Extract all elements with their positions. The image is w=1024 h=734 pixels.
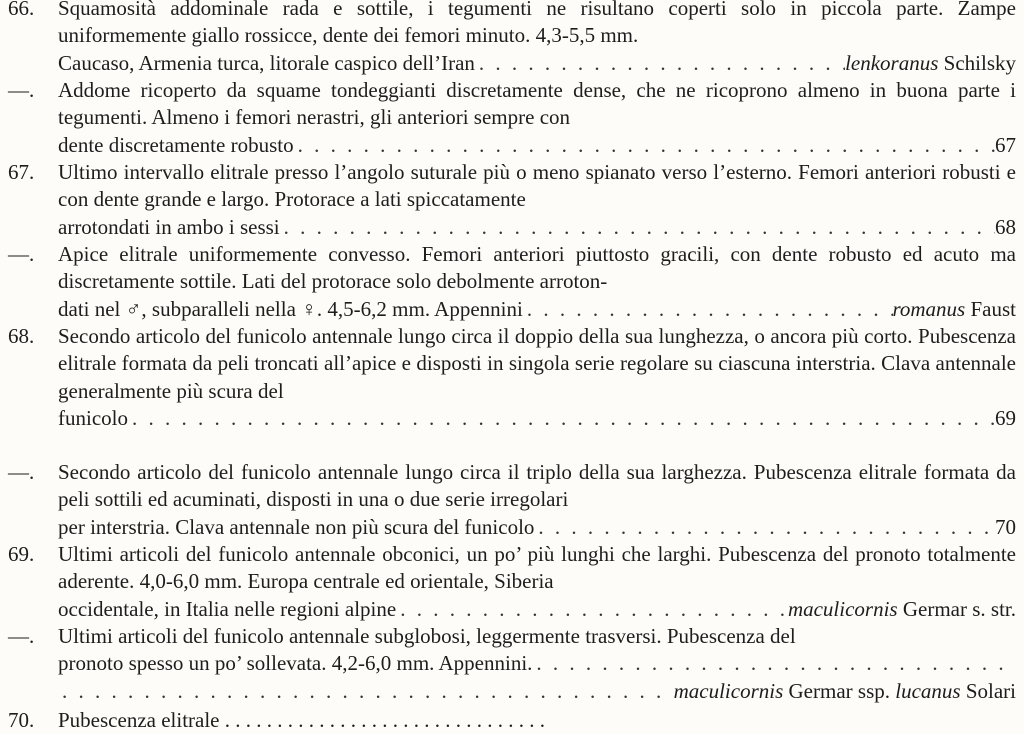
- taxon-name: [674, 678, 1016, 705]
- entry-tail: [58, 650, 1016, 677]
- subspecies-name: lucanus: [895, 678, 961, 703]
- entry-body: [58, 0, 1016, 77]
- author-name: Solari: [965, 678, 1016, 703]
- entry-tail: [58, 50, 1016, 77]
- entry-body: [58, 159, 1016, 241]
- entry-tail: [58, 214, 1016, 241]
- author-name: Germar ssp.: [788, 678, 890, 703]
- tail-text: Caucaso, Armenia turca, litorale caspico dell’Iran: [58, 50, 475, 75]
- leader-dots: [532, 650, 1016, 677]
- taxon-name: [893, 296, 1017, 323]
- species-name: lenkoranus: [845, 50, 939, 75]
- entry-text: Ultimi articoli del funicolo antennale subglobosi, leggermente trasversi. Pubescenza del: [58, 624, 796, 648]
- entry-text: Ultimi articoli del funicolo antennale obconici, un po’ più lunghi che larghi. Pubescenza del pronoto totalmente aderente. 4,0-6,0 mm. Europa centrale ed orientale, Siberia: [58, 542, 1016, 594]
- entry-body: [58, 623, 1016, 705]
- entry-body: [58, 541, 1016, 623]
- entry-text: Ultimo intervallo elitrale presso l’angolo suturale più o meno spianato verso l’esterno. Femori anteriori robusti e con dente grande e largo. Protorace a lati spiccatamente: [58, 160, 1016, 212]
- leader-dots: [475, 50, 845, 77]
- leader-dots: [280, 214, 995, 241]
- cutoff-text: Pubescenza elitrale . . . . . . . . . . . . . . . . . . . . . . . . . . . . . . .: [58, 708, 545, 732]
- entry-body: [58, 323, 1016, 432]
- cutoff-line: [8, 707, 545, 734]
- entry-tail: [58, 514, 1016, 541]
- entry-text: Addome ricoperto da squame tondeggianti discretamente dense, che ne ricoprono almeno in buona parte i tegumenti. Almeno i femori nerastri, gli anteriori sempre con: [58, 78, 1016, 130]
- entry-tail-2: [58, 678, 1016, 705]
- entry-text: Apice elitrale uniformemente convesso. Femori anteriori piuttosto gracili, con dente robusto ed acuto ma discretamente sottile. Lati del protorace solo debolmente arroton-: [58, 242, 1016, 294]
- author-name: Faust: [970, 296, 1016, 321]
- couplet-reference: 69: [995, 405, 1016, 430]
- entry-number: —.: [8, 460, 35, 484]
- tail-text: arrotondati in ambo i sessi: [58, 214, 280, 239]
- species-name: maculicornis: [787, 596, 898, 621]
- entry-tail: [58, 132, 1016, 159]
- couplet-reference: 68: [995, 214, 1016, 239]
- tail-text: funicolo: [58, 405, 128, 430]
- entry-text: Squamosità addominale rada e sottile, i tegumenti ne risultano coperti solo in piccola parte. Zampe uniformemente giallo rossicce, dente dei femori minuto. 4,3-5,5 mm.: [58, 0, 1016, 48]
- author-name: Germar s. str.: [902, 596, 1016, 621]
- taxon-name: [845, 50, 1016, 77]
- leader-dots: [128, 405, 995, 432]
- entry-body: [58, 459, 1016, 541]
- couplet-reference: 67: [995, 132, 1016, 157]
- taxon-name: [788, 596, 1016, 623]
- species-name: maculicornis: [673, 678, 784, 703]
- leader-dots: [294, 132, 995, 159]
- tail-text: per interstria. Clava antennale non più scura del funicolo: [58, 514, 535, 539]
- entry-number: —.: [8, 624, 35, 648]
- tail-text: dente discretamente robusto: [58, 132, 294, 157]
- entry-number: 70.: [8, 708, 35, 732]
- leader-dots: [396, 596, 788, 623]
- leader-dots: [523, 296, 893, 323]
- author-name: Schilsky: [943, 50, 1016, 75]
- entry-body: [58, 241, 1016, 323]
- tail-text: dati nel ♂, subparalleli nella ♀. 4,5-6,2 mm. Appennini: [58, 296, 523, 321]
- entry-text: Secondo articolo del funicolo antennale lungo circa il doppio della sua lunghezza, o ancora più corto. Pubescenza elitrale formata da peli troncati all’apice e disposti in singola serie regolare su ciascuna interstria. Clava antennale generalmente più scura del: [58, 324, 1016, 403]
- entry-text: Secondo articolo del funicolo antennale lungo circa il triplo della sua larghezza. Pubescenza elitrale formata da peli sottili ed acuminati, disposti in una o due serie irregolari: [58, 460, 1016, 512]
- entry-tail: [58, 405, 1016, 432]
- tail-text: occidentale, in Italia nelle regioni alpine: [58, 596, 397, 621]
- species-name: romanus: [892, 296, 966, 321]
- entry-body: [58, 77, 1016, 159]
- entry-tail: [58, 296, 1016, 323]
- leader-dots: [534, 514, 995, 541]
- entry-number: —.: [8, 78, 35, 102]
- leader-dots: [58, 678, 674, 705]
- entry-number: 69.: [8, 542, 35, 566]
- entry-number: 67.: [8, 160, 35, 184]
- tail-text: pronoto spesso un po’ sollevata. 4,2-6,0 mm. Appennini.: [58, 651, 533, 676]
- couplet-reference: 70: [995, 514, 1016, 539]
- entry-number: —.: [8, 242, 35, 266]
- entry-number: 66.: [8, 0, 35, 20]
- entry-number: 68.: [8, 324, 35, 348]
- entry-tail: [58, 596, 1016, 623]
